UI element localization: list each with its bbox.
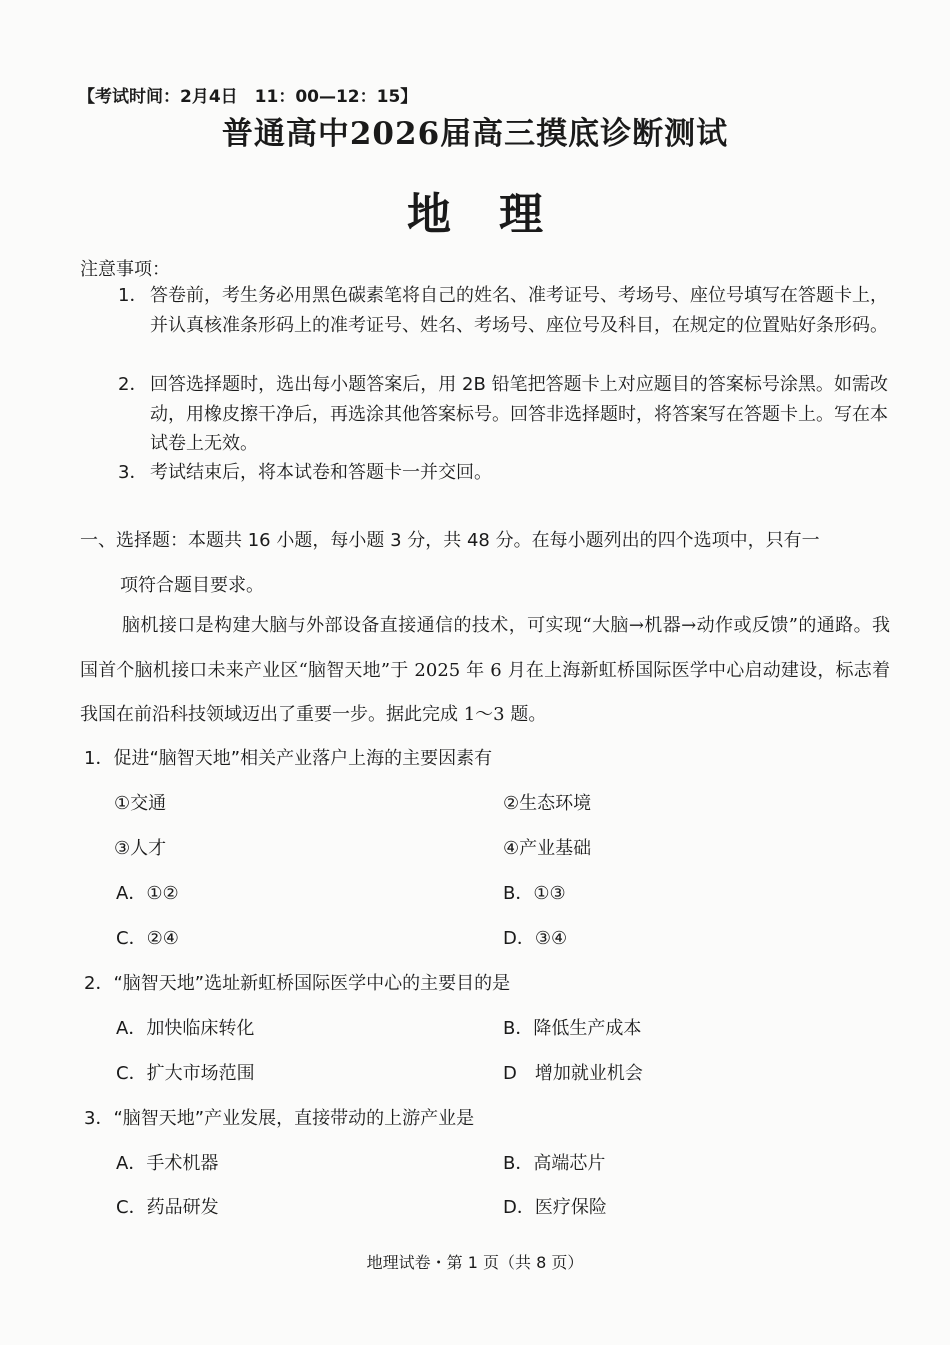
notice-item-3 xyxy=(118,458,888,488)
question-2-stem: 2．“脑智天地”选址新虹桥国际医学中心的主要目的是 xyxy=(84,973,511,994)
notice-item-number: 3． xyxy=(118,462,148,483)
notice-item-number: 1． xyxy=(118,285,148,306)
question-2-option-a: A．加快临床转化 xyxy=(116,1018,255,1039)
question-3-option-c: C．药品研发 xyxy=(116,1197,219,1218)
question-3-option-a: A．手术机器 xyxy=(116,1153,219,1174)
page-footer: 地理试卷・第 1 页（共 8 页） xyxy=(366,1253,584,1272)
question-1-factor: ④产业基础 xyxy=(503,838,592,859)
section-heading-line: 项符合题目要求。 xyxy=(120,575,264,596)
reading-passage: 脑机接口是构建大脑与外部设备直接通信的技术，可实现“大脑→机器→动作或反馈”的通路。我国首个脑机接口未来产业区“脑智天地”于 2025 年 6 月在上海新虹桥国际医学中心启动建设，标志着我国在前沿科技领域迈出了重要一步。据此完成 1～3 题。 xyxy=(80,615,890,725)
question-1-factor: ①交通 xyxy=(114,793,167,814)
question-1-factor: ②生态环境 xyxy=(503,793,592,814)
question-1-factor: ③人才 xyxy=(114,838,167,859)
exam-title: 普通高中2026届高三摸底诊断测试 xyxy=(221,116,729,152)
question-2-option-b: B．降低生产成本 xyxy=(503,1018,642,1039)
notice-item-text: 答卷前，考生务必用黑色碳素笔将自己的姓名、准考证号、考场号、座位号填写在答题卡上，并认真核准条形码上的准考证号、姓名、考场号、座位号及科目，在规定的位置贴好条形码。 xyxy=(150,285,888,336)
notice-item-number: 2． xyxy=(118,374,148,395)
notice-item-text: 考试结束后，将本试卷和答题卡一并交回。 xyxy=(150,462,492,483)
subject-title: 地理 xyxy=(407,189,591,240)
question-3-option-b: B．高端芯片 xyxy=(503,1153,606,1174)
question-1-option-a: A．①② xyxy=(116,883,179,904)
question-3-option-d: D．医疗保险 xyxy=(503,1197,607,1218)
question-1-option-d: D．③④ xyxy=(503,928,568,949)
section-heading xyxy=(80,518,890,608)
question-1-option-b: B．①③ xyxy=(503,883,566,904)
question-2-option-c: C．扩大市场范围 xyxy=(116,1063,255,1084)
notice-item-1 xyxy=(118,281,888,340)
question-3-stem: 3．“脑智天地”产业发展，直接带动的上游产业是 xyxy=(84,1108,475,1129)
exam-time: 【考试时间：2月4日 11：00—12：15】 xyxy=(78,87,418,107)
section-heading-line: 一、选择题：本题共 16 小题，每小题 3 分，共 48 分。在每小题列出的四个选项中，只有一 xyxy=(80,530,820,551)
question-1-option-c: C．②④ xyxy=(116,928,179,949)
notice-item-2 xyxy=(118,370,888,459)
notice-item-text: 回答选择题时，选出每小题答案后，用 2B 铅笔把答题卡上对应题目的答案标号涂黑。如需改动，用橡皮擦干净后，再选涂其他答案标号。回答非选择题时，将答案写在答题卡上。写在本试卷上无效。 xyxy=(150,374,888,454)
notice-heading: 注意事项： xyxy=(80,259,170,280)
question-1-stem: 1．促进“脑智天地”相关产业落户上海的主要因素有 xyxy=(84,748,493,769)
question-2-option-d: D 增加就业机会 xyxy=(503,1063,643,1084)
